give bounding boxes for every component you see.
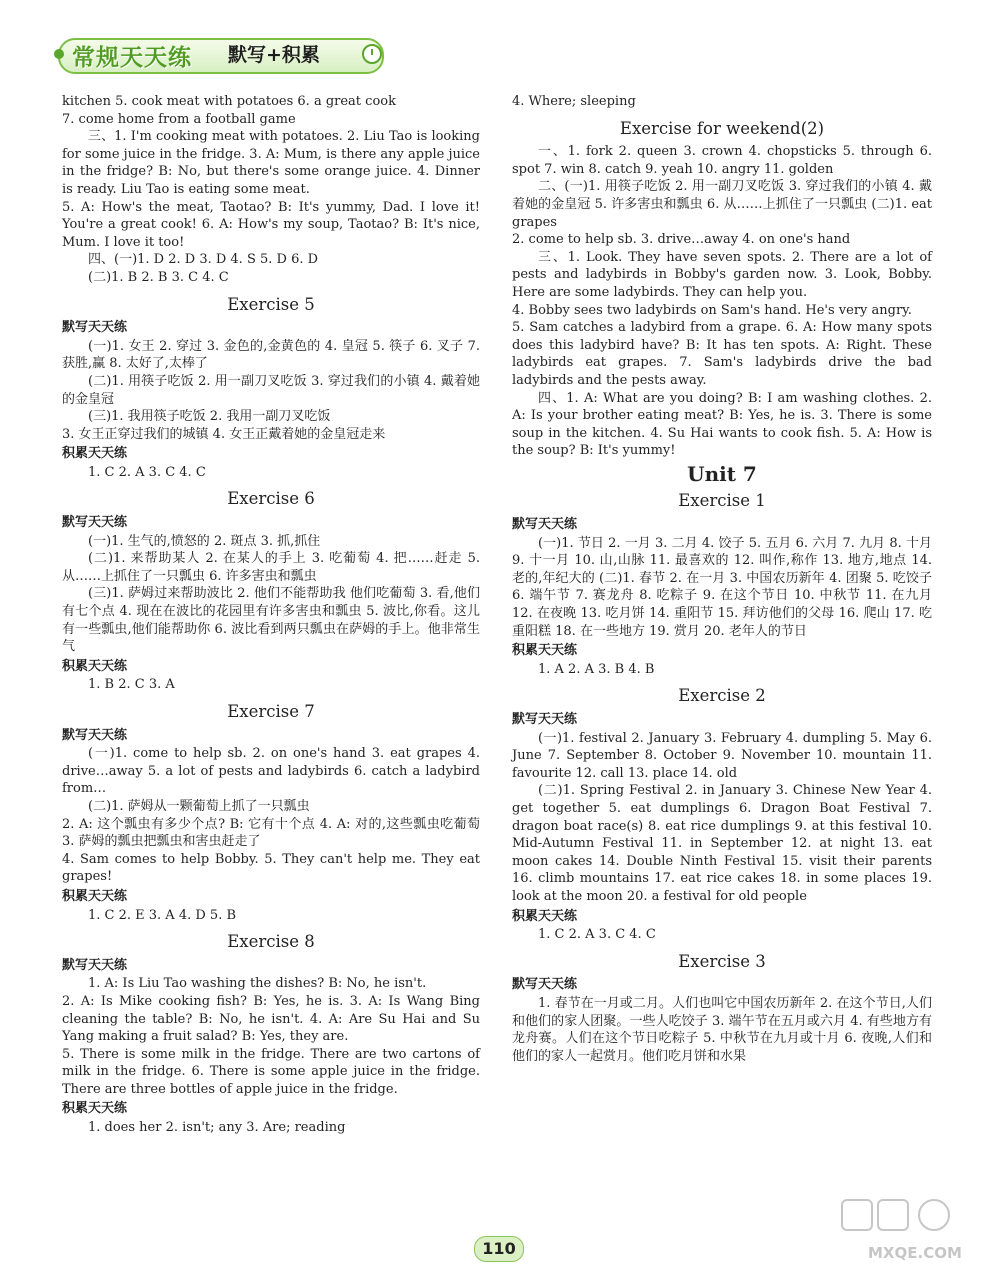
- section-label-dictation: 默写天天练: [62, 727, 128, 743]
- page-number: 110: [474, 1236, 524, 1262]
- exercise-1-title: Exercise 1: [678, 491, 766, 511]
- answer-line: 4. Bobby sees two ladybirds on Sam's hand. He's very angry.: [512, 302, 912, 318]
- header-dot-icon: [54, 49, 64, 59]
- answer-line: 二、(一)1. 用筷子吃饭 2. 用一副刀叉吃饭 3. 穿过我们的小镇 4. 戴着她的金皇冠 5. 许多害虫和瓢虫 6. 从……上抓住了一只瓢虫 (二)1. eat grapes: [512, 179, 932, 230]
- watermark-circle-icon: [919, 1200, 949, 1230]
- answer-line: (二)1. 用筷子吃饭 2. 用一副刀叉吃饭 3. 穿过我们的小镇 4. 戴着她的金皇冠: [62, 373, 480, 407]
- section-label-dictation: 默写天天练: [62, 957, 128, 973]
- answer-line: (二)1. 萨姆从一颗葡萄上抓了一只瓢虫: [88, 798, 310, 814]
- answer-line: (三)1. 萨姆过来帮助波比 2. 他们不能帮助我 他们吃葡萄 3. 看,他们有七个点 4. 现在在波比的花园里有许多害虫和瓢虫 5. 波比,你看。这儿有一些瓢虫,他们能帮助你 6. 波比看到两只瓢虫在萨姆的手上。他非常生气: [62, 586, 480, 655]
- exercise-3-title: Exercise 3: [678, 951, 766, 971]
- section-label-dictation: 默写天天练: [512, 712, 578, 727]
- section-label-accumulation: 积累天天练: [62, 888, 128, 904]
- answer-line: 4. Where; sleeping: [512, 94, 636, 109]
- section-label-accumulation: 积累天天练: [512, 643, 578, 659]
- section-label-accumulation: 积累天天练: [512, 908, 578, 924]
- answer-line: (一)1. 节日 2. 一月 3. 二月 4. 饺子 5. 五月 6. 六月 7. 九月 8. 十月 9. 十一月 10. 山,山脉 11. 最喜欢的 12. 叫作,称作 13. 地方,地点 14. 老的,年纪大的 (二)1. 春节 2. 在一月 3. 中国农历新年 4. 团聚 5. 吃饺子 6. 端午节 7. 赛龙舟 8. 吃粽子 9. 在这个节日 10. 中秋节 11. 在九月 12. 在夜晚 13. 吃月饼 14. 重阳节 15. 拜访他们的父母 16. 爬山 17. 吃重阳糕 18. 在一些地方 19. 赏月 20. 老年人的节日: [512, 535, 932, 639]
- answer-line: 1. A 2. A 3. B 4. B: [538, 661, 655, 677]
- answer-line: (一)1. 女王 2. 穿过 3. 金色的,金黄色的 4. 皇冠 5. 筷子 6. 叉子 7. 获胜,赢 8. 太好了,太棒了: [62, 338, 480, 372]
- exercise-6-title: Exercise 6: [227, 489, 315, 509]
- answer-line: 5. There is some milk in the fridge. There are two cartons of milk in the fridge. 6. There is some apple juice in the fridge. There are three bottles of apple juice in the fridge.: [62, 1046, 480, 1097]
- watermark-url: MXQE.COM: [868, 1244, 962, 1262]
- answer-line: (二)1. B 2. B 3. C 4. C: [88, 269, 229, 285]
- left-column: [62, 93, 480, 1137]
- answer-line: 1. C 2. A 3. C 4. C: [538, 927, 656, 943]
- series-header: [58, 34, 388, 74]
- answer-line: 2. come to help sb. 3. drive…away 4. on one's hand: [512, 232, 851, 248]
- answer-line: 一、1. fork 2. queen 3. crown 4. chopsticks 5. through 6. spot 7. win 8. catch 9. yeah 10. angry 11. golden: [512, 144, 932, 177]
- answer-line: (三)1. 我用筷子吃饭 2. 我用一副刀叉吃饭: [88, 409, 331, 425]
- answer-line: (一)1. 生气的,愤怒的 2. 斑点 3. 抓,抓住: [88, 533, 321, 549]
- section-label-accumulation: 积累天天练: [62, 658, 128, 674]
- answer-line: 4. Sam comes to help Bobby. 5. They can't help me. They eat grapes!: [62, 851, 480, 885]
- answer-line: (二)1. Spring Festival 2. in January 3. Chinese New Year 4. get together 5. eat dumplings 6. Dragon Boat Festival 7. dragon boat race(s) 8. eat rice dumplings 9. at this festival 10. Mid-Autumn Festival 11. in September 12. at night 13. eat moon cakes 14. Double Ninth Festival 15. visit their parents 16. climb mountains 17. eat rice cakes 18. in some places 19. look at the moon 20. a festival for old people: [512, 783, 932, 904]
- answer-line: 四、1. A: What are you doing? B: I am washing clothes. 2. A: Is your brother eating meat? B: Yes, he is. 3. There is some soup in the kitchen. 4. Su Hai wants to cook fish. 5. A: How is the soup? B: It's yummy!: [512, 390, 932, 459]
- answer-line: (一)1. festival 2. January 3. February 4. dumpling 5. May 6. June 7. September 8. October 9. November 10. mountain 11. favourite 12. call 13. place 14. old: [512, 730, 932, 781]
- exercise-2-title: Exercise 2: [678, 686, 766, 706]
- answer-line: 1. 春节在一月或二月。人们也叫它中国农历新年 2. 在这个节日,人们和他们的家人团聚。一些人吃饺子 3. 端午节在五月或六月 4. 有些地方有龙舟赛。人们在这个节日吃粽子 5. 中秋节在九月或十月 6. 夜晚,人们和他们的家人一起赏月。他们吃月饼和水果: [512, 995, 932, 1064]
- section-label-dictation: 默写天天练: [62, 515, 128, 531]
- watermark-logo: [838, 1196, 988, 1268]
- answer-line: (一)1. come to help sb. 2. on one's hand 3. eat grapes 4. drive…away 5. a lot of pests and ladybirds 6. catch a ladybird from…: [62, 746, 480, 797]
- answer-line: 四、(一)1. D 2. D 3. D 4. S 5. D 6. D: [88, 252, 319, 268]
- section-label-dictation: 默写天天练: [512, 517, 578, 533]
- answer-line: 1. C 2. A 3. C 4. C: [88, 464, 206, 480]
- exercise-8-title: Exercise 8: [227, 932, 315, 952]
- answer-line: 5. A: How's the meat, Taotao? B: It's yummy, Dad. I love it! You're a great cook! 6. A: How's my soup, Taotao? B: It's nice, Mum. I love it too!: [62, 199, 480, 250]
- watermark-box-icon: [878, 1200, 908, 1230]
- section-label-dictation: 默写天天练: [512, 977, 578, 993]
- answer-line: 2. A: Is Mike cooking fish? B: Yes, he is. 3. A: Is Wang Bing cleaning the table? B: No, he isn't. 4. A: Are Su Hai and Su Yang making a fruit salad? B: Yes, they are.: [62, 993, 480, 1045]
- clock-icon: [362, 44, 382, 64]
- answer-line: 三、1. Look. They have seven spots. 2. There are a lot of pests and ladybirds in Bobby's garden now. 3. Look, Bobby. Here are some ladybirds. They can help you.: [512, 249, 932, 300]
- answer-line: 1. A: Is Liu Tao washing the dishes? B: No, he isn't.: [88, 976, 427, 992]
- answer-line: kitchen 5. cook meat with potatoes 6. a great cook: [62, 94, 396, 109]
- answer-line: 三、1. I'm cooking meat with potatoes. 2. Liu Tao is looking for some juice in the fridge. 3. A: Mum, is there any apple juice in the fridge? B: No, but there's some orange juice. 4. Dinner is ready. Liu Tao is eating some meat.: [62, 129, 480, 197]
- answer-line: (二)1. 来帮助某人 2. 在某人的手上 3. 吃葡萄 4. 把……赶走 5. 从……上抓住了一只瓢虫 6. 许多害虫和瓢虫: [62, 551, 480, 584]
- answer-line: 7. come home from a football game: [62, 111, 296, 127]
- answer-line: 1. B 2. C 3. A: [88, 677, 175, 693]
- answer-line: 1. C 2. E 3. A 4. D 5. B: [88, 907, 237, 923]
- right-column: [512, 93, 932, 1065]
- exercise-5-title: Exercise 5: [227, 294, 315, 314]
- weekend-exercise-title: Exercise for weekend(2): [619, 118, 825, 138]
- watermark-box-icon: [842, 1200, 872, 1230]
- section-label-accumulation: 积累天天练: [62, 446, 128, 462]
- answer-line: 5. Sam catches a ladybird from a grape. 6. A: How many spots does this ladybird have? B: It has ten spots. A: Right. These ladybirds eat grapes. 7. Sam's ladybirds drive the bad ladybirds and the pests away.: [512, 320, 932, 388]
- unit-title: Unit 7: [687, 461, 757, 486]
- exercise-7-title: Exercise 7: [227, 702, 315, 721]
- series-title: 常规天天练: [72, 45, 192, 71]
- answer-line: 1. does her 2. isn't; any 3. Are; reading: [88, 1120, 346, 1136]
- series-subtitle: 默写+积累: [228, 44, 320, 66]
- section-label-accumulation: 积累天天练: [62, 1101, 128, 1117]
- answer-line: 3. 女王正穿过我们的城镇 4. 女王正戴着她的金皇冠走来: [62, 426, 386, 442]
- answer-line: 2. A: 这个瓢虫有多少个点? B: 它有十个点 4. A: 对的,这些瓢虫吃葡萄 3. 萨姆的瓢虫把瓢虫和害虫赶走了: [62, 816, 480, 850]
- section-label-dictation: 默写天天练: [62, 320, 128, 336]
